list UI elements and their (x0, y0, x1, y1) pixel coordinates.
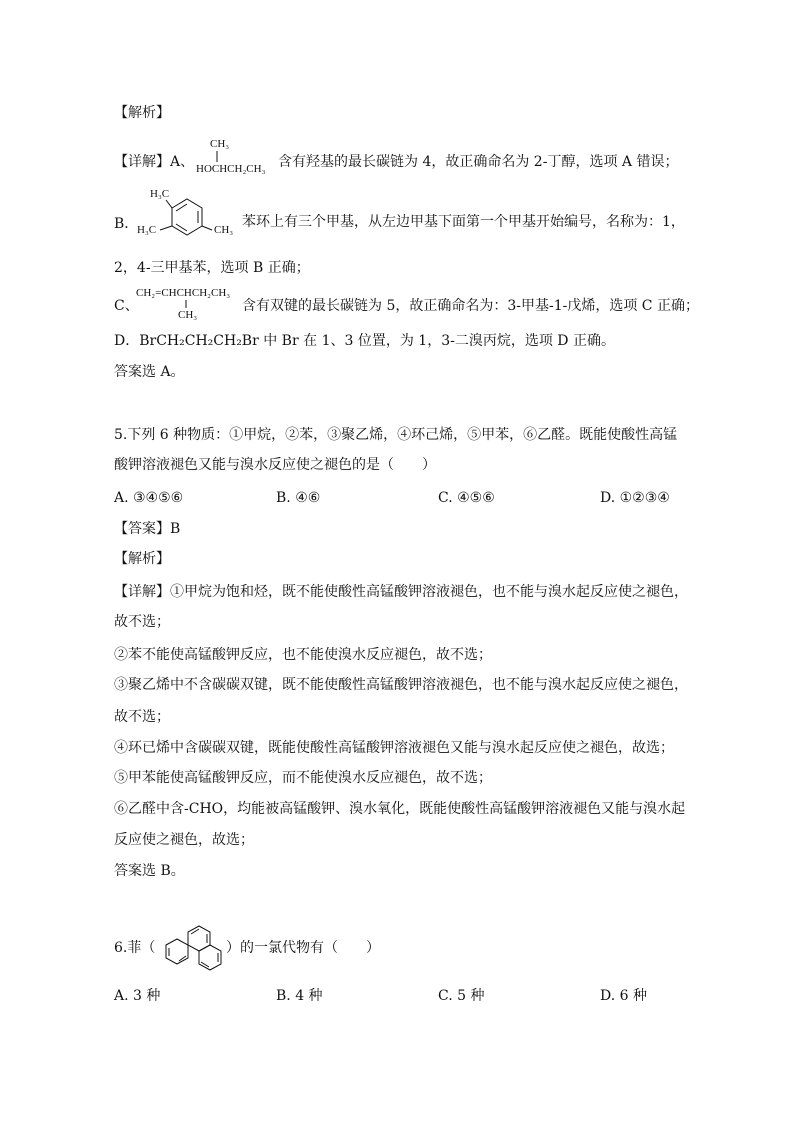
explain-line: ⑥乙醛中含-CHO，均能被高锰酸钾、溴水氧化，既能使酸性高锰酸钾溶液褪色又能与溴水起 (114, 801, 686, 817)
question-6-option-d: D. 6 种 (600, 988, 647, 1004)
question-5-option-a: A. ③④⑤⑥ (114, 490, 184, 506)
detail-b-prefix: B． (114, 216, 139, 232)
analysis-heading: 【解析】 (114, 105, 170, 121)
detail-a-text: 含有羟基的最长碳链为 4，故正确命名为 2-丁醇，选项 A 错误； (278, 154, 679, 170)
answer-4: 答案选 A。 (114, 364, 185, 380)
question-5-answer-tag: 【答案】B (114, 521, 181, 537)
question-6-option-a: A. 3 种 (114, 988, 161, 1004)
question-5-option-c: C. ④⑤⑥ (438, 490, 495, 506)
answer-5: 答案选 B。 (114, 863, 185, 879)
methyl-left-label: H₃C (137, 224, 157, 236)
question-5-option-d: D. ①②③④ (600, 490, 670, 506)
butanol-structure-top: CH₃ (210, 138, 230, 150)
question-5-analysis-heading: 【解析】 (114, 551, 170, 567)
detail-b-text2: 2，4-三甲基苯，选项 B 正确； (114, 260, 310, 276)
explain-line: ⑤甲苯能使高锰酸钾反应，而不能使溴水反应褪色，故不选； (114, 770, 492, 786)
butanol-structure-bottom: HOCHCH₂CH₃ (196, 163, 266, 175)
detail-c-text: 含有双键的最长碳链为 5，故正确命名为：3-甲基-1-戊烯，选项 C 正确； (242, 298, 699, 314)
question-6-stem-suffix: ）的一氯代物有（ ） (226, 940, 380, 956)
methyl-right-label: CH₃ (214, 224, 234, 236)
question-5-stem-line1: 5.下列 6 种物质：①甲烷，②苯，③聚乙烯，④环己烯，⑤甲苯，⑥乙醛。既能使酸性高锰 (114, 427, 678, 443)
explain-line: ③聚乙烯中不含碳碳双键，既不能使酸性高锰酸钾溶液褪色，也不能与溴水起反应使之褪色， (114, 677, 688, 693)
detail-b-text: 苯环上有三个甲基，从左边甲基下面第一个甲基开始编号，名称为：1， (242, 214, 685, 230)
methyl-top-label: H₃C (150, 188, 170, 200)
question-5-stem-line2: 酸钾溶液褪色又能与溴水反应使之褪色的是（ ） (114, 457, 436, 473)
methylpentene-structure-top: CH₂=CHCHCH₂CH₃ (136, 287, 231, 299)
question-6-option-b: B. 4 种 (276, 988, 323, 1004)
detail-c-prefix: C、 (114, 298, 139, 314)
detail-d-text: D．BrCH₂CH₂CH₂Br 中 Br 在 1、3 位置，为 1，3-二溴丙烷，选项 D 正确。 (114, 333, 615, 349)
explain-line: 【详解】①甲烷为饱和烃，既不能使酸性高锰酸钾溶液褪色，也不能与溴水起反应使之褪色， (114, 584, 688, 600)
question-5-option-b: B. ④⑥ (276, 490, 321, 506)
explain-line: 故不选； (114, 709, 170, 725)
explain-line: 故不选； (114, 614, 170, 630)
detail-a-prefix: 【详解】A、 (114, 154, 195, 170)
methylpentene-structure-bottom: CH₃ (178, 309, 198, 321)
explain-line: ④环已烯中含碳碳双键，既能使酸性高锰酸钾溶液褪色又能与溴水起反应使之褪色，故选； (114, 740, 674, 756)
explain-line: 反应使之褪色，故选； (114, 832, 254, 848)
question-6-option-c: C. 5 种 (438, 988, 485, 1004)
explain-line: ②苯不能使高锰酸钾反应，也不能使溴水反应褪色，故不选； (114, 647, 492, 663)
question-6-stem-prefix: 6.菲（ (114, 940, 156, 956)
